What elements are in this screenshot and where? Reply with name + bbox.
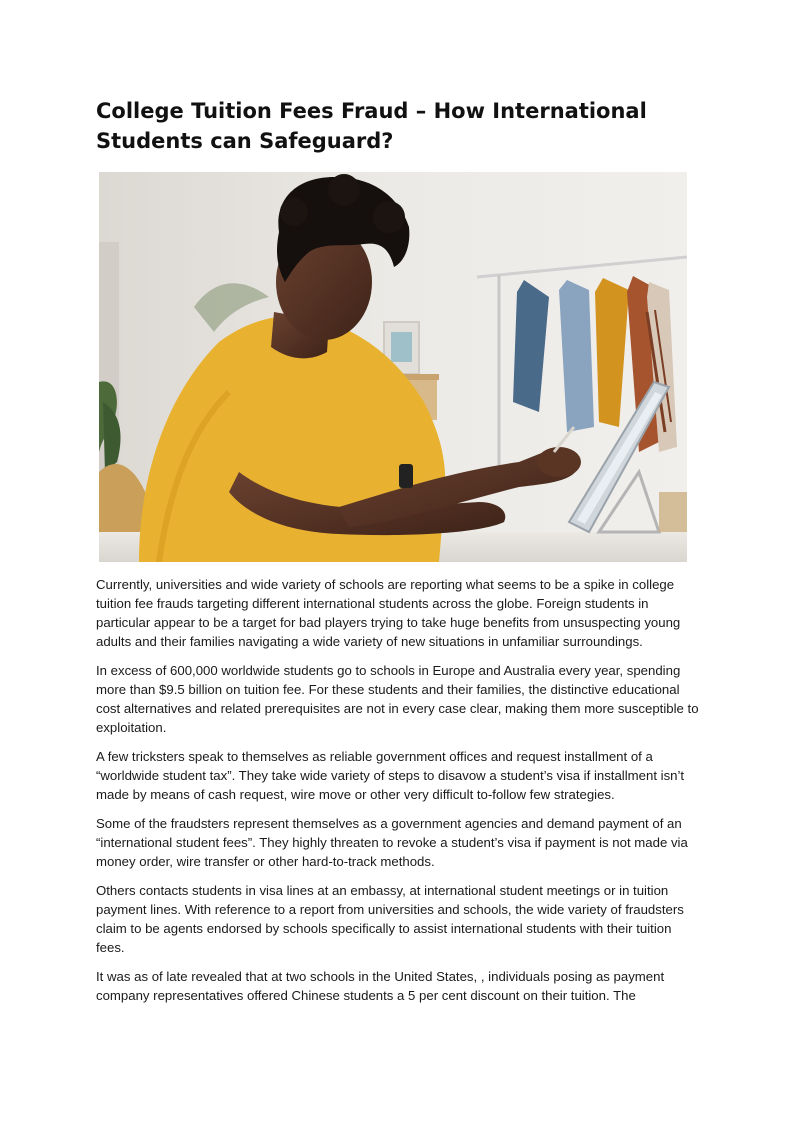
paragraph: A few tricksters speak to themselves as reliable government offices and request installment of a “worldwide student tax”. They take wide variety of steps to disavow a student’s visa if installment isn’t made by means of cash request, wire move or other very difficult to-follow few strategies. <box>96 749 685 802</box>
paragraph: In excess of 600,000 worldwide students go to schools in Europe and Australia every year, spending more than $9.5 billion on tuition fee. For these students and their families, the distinctive educational cost alternatives and related prerequisites are not in every case clear, making them more susceptible to exploitation. <box>96 663 699 735</box>
paragraph: Others contacts students in visa lines at an embassy, at international student meetings or in tuition payment lines. With reference to a report from universities and schools, the wide variety of fraudsters claim to be agents endorsed by schools specifically to assist international students with their tuition fees. <box>96 883 684 955</box>
paragraph: Some of the fraudsters represent themselves as a government agencies and demand payment of an “international student fees”. They highly threaten to revoke a student’s visa if payment is not made via money order, wire transfer or other hard-to-track methods. <box>96 816 688 869</box>
article-photo <box>99 172 687 562</box>
paragraph: It was as of late revealed that at two schools in the United States, , individuals posing as payment company representatives offered Chinese students a 5 per cent discount on their tuition. The <box>96 969 665 1003</box>
paragraph: Currently, universities and wide variety of schools are reporting what seems to be a spike in college tuition fee frauds targeting different international students across the globe. Foreign students in particular appear to be a target for bad players trying to take huge benefits from unsuspecting young adults and their families navigating a wide variety of new situations in unfamiliar surroundings. <box>96 577 681 649</box>
article-title: College Tuition Fees Fraud – How International Students can Safeguard? <box>96 99 647 153</box>
article-body <box>96 575 702 1015</box>
